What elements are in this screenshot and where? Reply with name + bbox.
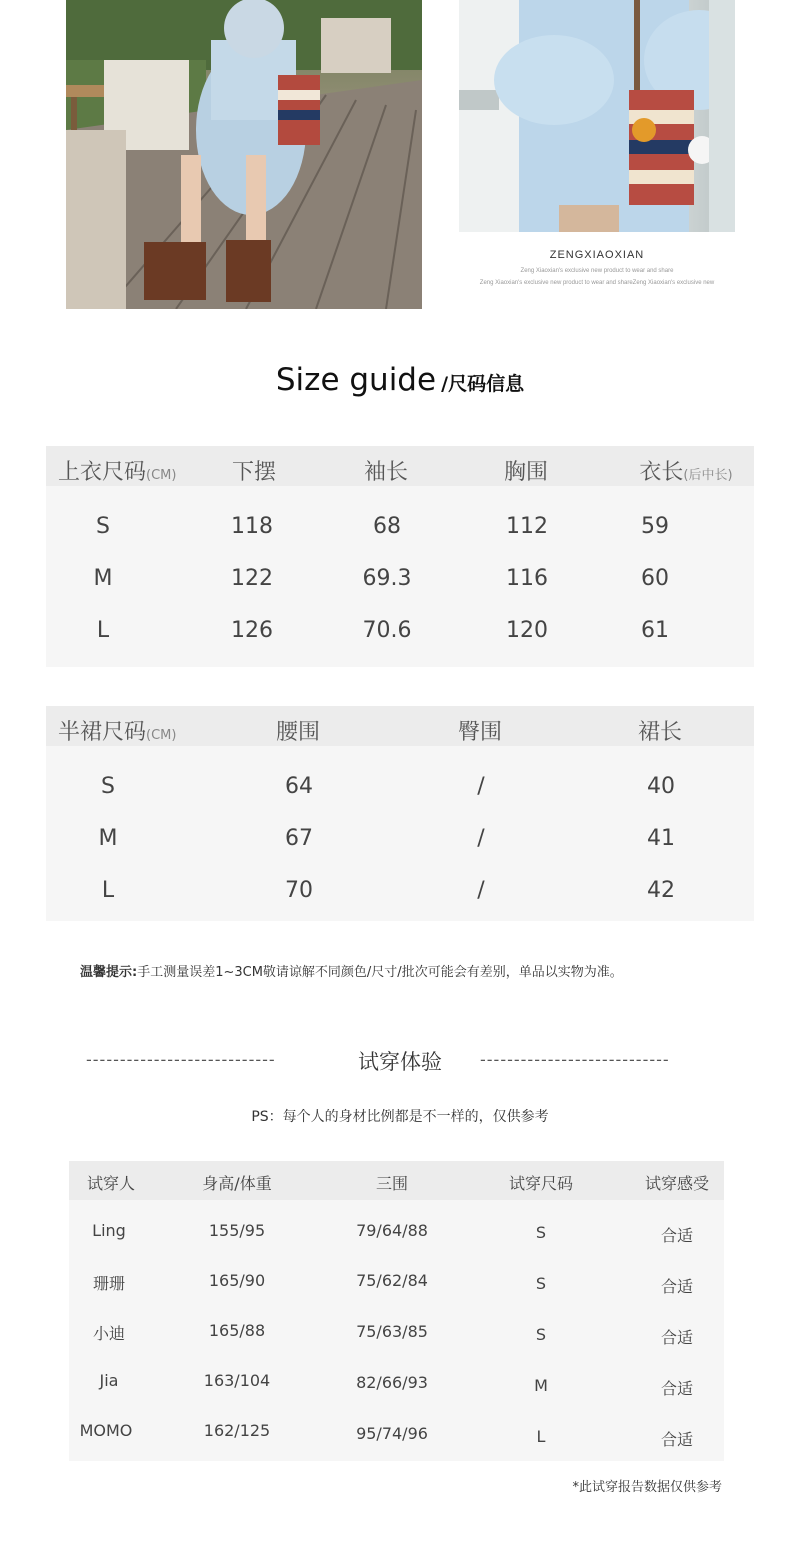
product-photo-left [66,0,422,309]
top-row-value: 116 [506,566,548,591]
note-label: 温馨提示: [80,965,138,980]
skirt-row-value: / [477,774,485,799]
tryon-cell-person: Ling [92,1221,126,1240]
skirt-row-size: M [98,826,118,851]
tryon-cell-height-weight: 163/104 [203,1371,271,1390]
tryon-section-title: 试穿体验 [358,1050,442,1074]
tryon-header-size: 试穿尺码 [508,1174,574,1193]
tryon-cell-size: L [536,1427,546,1446]
tryon-cell-feel: 合适 [660,1328,694,1347]
top-header-label-text: 上衣尺码 [58,460,147,485]
top-row-size: M [93,566,113,591]
top-row-value: 60 [641,566,669,591]
top-header-length-note: (后中长) [683,468,733,483]
top-row-value: 59 [641,514,669,539]
divider-dashes-left: ---------------------------- [86,1050,276,1069]
tryon-cell-measurements: 95/74/96 [356,1424,428,1443]
skirt-header-label [58,715,176,746]
tryon-ps-note: PS：每个人的身材比例都是不一样的，仅供参考 [251,1109,549,1125]
tryon-cell-person: 小迪 [92,1324,126,1343]
size-guide-title-cn: /尺码信息 [441,373,525,395]
skirt-header-waist: 腰围 [275,720,321,745]
top-header-sleeve: 袖长 [363,460,409,485]
skirt-size-table [46,706,754,921]
size-guide-title [0,362,800,398]
skirt-row-value: 40 [647,774,675,799]
tryon-cell-feel: 合适 [660,1430,694,1449]
top-header-length [639,455,732,486]
top-row-value: 70.6 [362,618,412,643]
tryon-cell-measurements: 75/63/85 [356,1322,428,1341]
top-row-value: 120 [506,618,548,643]
tryon-cell-measurements: 82/66/93 [356,1373,428,1392]
top-header-length-text: 衣长 [639,460,684,485]
brand-caption: ZENGXIAOXIAN [549,249,645,261]
tryon-header-feel: 试穿感受 [644,1174,710,1193]
tryon-cell-measurements: 79/64/88 [356,1221,428,1240]
top-size-table [46,446,754,667]
tryon-cell-height-weight: 165/90 [208,1271,266,1290]
tryon-cell-height-weight: 162/125 [203,1421,271,1440]
note-text: 手工测量误差1~3CM敬请谅解不同颜色/尺寸/批次可能会有差别，单品以实物为准。 [137,965,623,980]
size-guide-title-en: Size guide [275,362,437,398]
skirt-header-hip: 臀围 [457,720,503,745]
tryon-footnote: *此试穿报告数据仅供参考 [572,1480,722,1495]
tryon-cell-size: S [535,1223,547,1242]
tryon-cell-person: 珊珊 [92,1274,126,1293]
top-row-value: 118 [231,514,273,539]
top-header-unit: (CM) [146,468,177,483]
top-header-chest: 胸围 [503,460,549,485]
top-row-size: S [96,514,110,539]
product-photo-right [459,0,735,232]
top-row-value: 112 [506,514,548,539]
skirt-row-value: 67 [285,826,313,851]
top-row-value: 61 [641,618,669,643]
top-row-value: 122 [231,566,273,591]
tryon-table [69,1161,724,1461]
top-header-hem: 下摆 [231,460,277,485]
tryon-cell-person: MOMO [79,1421,133,1440]
skirt-header-unit: (CM) [146,728,177,743]
skirt-row-value: 64 [285,774,313,799]
tryon-cell-size: S [535,1325,547,1344]
car-door-photo [459,0,735,232]
top-header-label [58,455,176,486]
skirt-row-size: L [101,878,115,903]
tryon-cell-person: Jia [99,1371,119,1390]
tryon-header-measurements: 三围 [375,1174,409,1193]
tryon-cell-feel: 合适 [660,1277,694,1296]
skirt-row-value: / [477,878,485,903]
tryon-header-height-weight: 身高/体重 [202,1174,272,1193]
skirt-size-table-header [46,706,754,746]
skirt-header-length: 裙长 [637,720,683,745]
tryon-cell-height-weight: 155/95 [208,1221,266,1240]
skirt-row-value: / [477,826,485,851]
tryon-cell-height-weight: 165/88 [208,1321,266,1340]
skirt-row-value: 41 [647,826,675,851]
brand-subcaption-line2: Zeng Xiaoxian's exclusive new product to wear and shareZeng Xiaoxian's exclusive new [479,280,715,286]
outdoor-terrace-photo [66,0,422,309]
divider-dashes-right: ---------------------------- [480,1050,670,1069]
top-row-value: 126 [231,618,273,643]
tryon-cell-measurements: 75/62/84 [356,1271,428,1290]
top-row-value: 69.3 [362,566,412,591]
tryon-cell-feel: 合适 [660,1379,694,1398]
tryon-cell-size: S [535,1274,547,1293]
skirt-row-size: S [101,774,115,799]
tryon-cell-feel: 合适 [660,1226,694,1245]
tryon-cell-size: M [534,1376,548,1395]
top-row-value: 68 [373,514,401,539]
top-size-table-header [46,446,754,486]
top-row-size: L [96,618,110,643]
tryon-table-header [69,1161,724,1200]
measurement-note [80,961,623,980]
tryon-header-person: 试穿人 [86,1174,136,1193]
skirt-row-value: 70 [285,878,313,903]
skirt-header-label-text: 半裙尺码 [58,720,147,745]
brand-subcaption-line1: Zeng Xiaoxian's exclusive new product to wear and share [520,268,674,274]
skirt-row-value: 42 [647,878,675,903]
